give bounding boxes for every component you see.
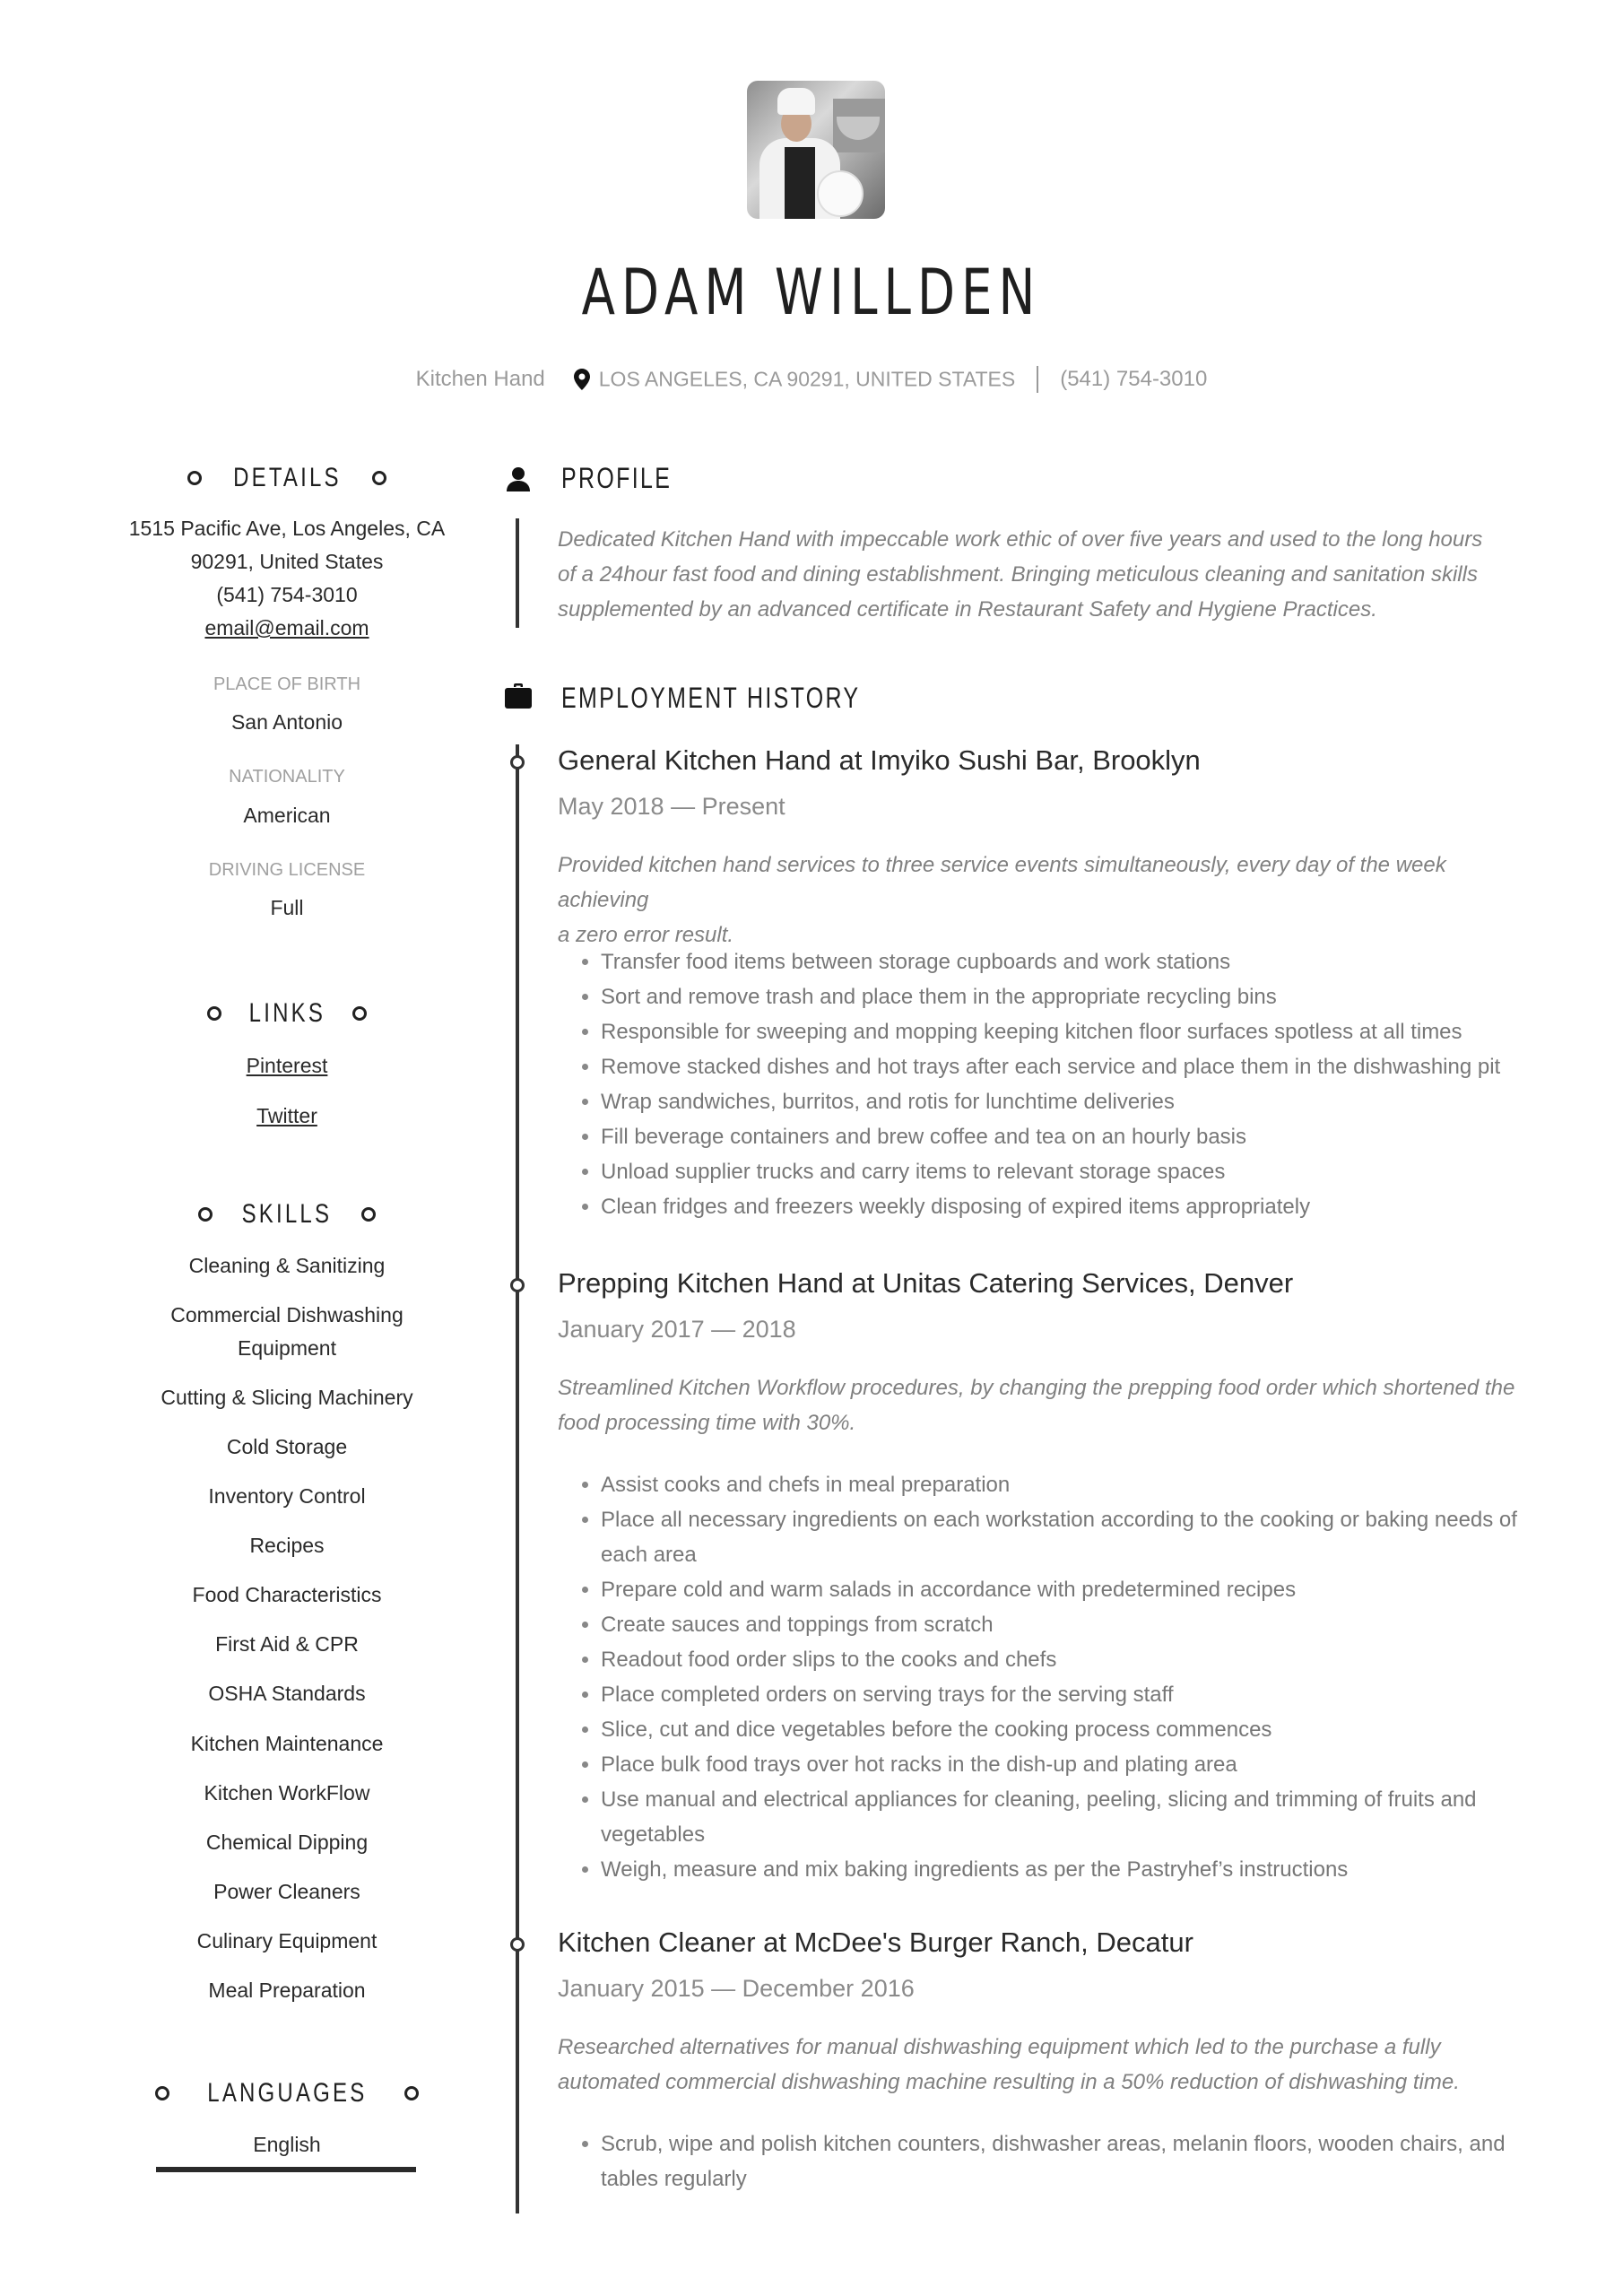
skill-item: Chemical Dipping: [205, 1831, 369, 1854]
photo-apron: [785, 147, 815, 219]
header-divider: [1037, 366, 1038, 393]
skill-item: Commercial Dishwashing: [170, 1303, 404, 1326]
skill-item: Cutting & Slicing Machinery: [161, 1386, 413, 1409]
skill-item: OSHA Standards: [208, 1682, 366, 1705]
skill-item: Inventory Control: [208, 1484, 366, 1508]
skill-item-continuation: Equipment: [238, 1336, 336, 1360]
timeline-node: [510, 1937, 525, 1952]
employment-timeline: [516, 744, 519, 2213]
email-link[interactable]: email@email.com: [204, 616, 369, 639]
nationality-label: NATIONALITY: [229, 767, 345, 787]
job-bullet: • Fill beverage containers and brew coffee and tea on an hourly basis: [601, 1119, 1542, 1154]
job-title: General Kitchen Hand at Imyiko Sushi Bar, Brooklyn: [558, 744, 1201, 776]
skill-item: Culinary Equipment: [196, 1929, 378, 1952]
photo-plate: [817, 170, 864, 217]
briefcase-icon: [505, 683, 532, 710]
details-heading: DETAILS: [108, 462, 466, 493]
job-description: [558, 848, 1517, 952]
job-description-line: Streamlined Kitchen Workflow procedures, by changing the prepping food order which shortened the: [558, 1376, 1515, 1400]
job-bullet: • Place bulk food trays over hot racks in the dish-up and plating area: [601, 1747, 1542, 1782]
timeline-node: [510, 755, 525, 770]
job-bullet: • Create sauces and toppings from scratch: [601, 1607, 1542, 1642]
skill-item: Power Cleaners: [213, 1880, 360, 1903]
ring-icon: [361, 1207, 376, 1222]
details-email-wrap: [108, 612, 466, 645]
employment-heading: EMPLOYMENT HISTORY: [561, 682, 861, 714]
job-bullet: • Place all necessary ingredients on each workstation according to the cooking or baking needs of each area: [601, 1502, 1542, 1572]
job-bullet: • Assist cooks and chefs in meal preparation: [601, 1467, 1542, 1502]
job-bullets: [574, 944, 1542, 1224]
job-title: Prepping Kitchen Hand at Unitas Catering Services, Denver: [558, 1267, 1294, 1299]
job-bullet: • Unload supplier trucks and carry items to relevant storage spaces: [601, 1154, 1542, 1189]
job-description-line: a zero error result.: [558, 923, 734, 947]
job-dates: January 2017 — 2018: [558, 1316, 796, 1343]
job-bullet: • Scrub, wipe and polish kitchen counters, dishwasher areas, melanin floors, wooden chairs, and tables regularly: [601, 2126, 1542, 2196]
profile-line: Dedicated Kitchen Hand with impeccable work ethic of over five years and used to the long hours: [558, 527, 1483, 552]
job-bullet: • Responsible for sweeping and mopping keeping kitchen floor surfaces spotless at all times: [601, 1014, 1542, 1049]
ring-icon: [352, 1006, 367, 1021]
header-phone: (541) 754-3010: [1060, 367, 1208, 391]
ring-icon: [155, 2086, 169, 2100]
ring-icon: [404, 2086, 419, 2100]
place-of-birth-label: PLACE OF BIRTH: [213, 674, 361, 694]
job-description-line: food processing time with 30%.: [558, 1411, 856, 1435]
job-description-line: automated commercial dishwashing machine resulting in a 50% reduction of dishwashing time.: [558, 2070, 1460, 2094]
profile-heading: PROFILE: [561, 462, 673, 494]
location-pin-icon: [574, 369, 590, 390]
job-bullet: • Slice, cut and dice vegetables before the cooking process commences: [601, 1712, 1542, 1747]
address-line-1: 1515 Pacific Ave, Los Angeles, CA: [128, 517, 446, 540]
skill-item: Recipes: [249, 1534, 325, 1557]
nationality-value: American: [243, 804, 331, 827]
address-line-2: 90291, United States: [190, 550, 384, 573]
job-bullets: [574, 2126, 1542, 2196]
twitter-link[interactable]: Twitter: [256, 1104, 317, 1127]
pinterest-link[interactable]: Pinterest: [246, 1054, 328, 1077]
header-subline: [0, 366, 1623, 393]
job-description: [558, 2030, 1517, 2100]
job-title: Kitchen Cleaner at McDee's Burger Ranch, Decatur: [558, 1926, 1193, 1958]
link-item-wrap: [108, 1100, 466, 1133]
job-dates: May 2018 — Present: [558, 793, 785, 820]
profile-photo: [747, 81, 885, 219]
job-bullet: • Remove stacked dishes and hot trays after each service and place them in the dishwashing pit: [601, 1049, 1542, 1084]
job-description-line: Researched alternatives for manual dishwashing equipment which led to the purchase a fully: [558, 2035, 1441, 2059]
job-bullet: • Wrap sandwiches, burritos, and rotis for lunchtime deliveries: [601, 1084, 1542, 1119]
link-item-wrap: [108, 1049, 466, 1083]
job-bullet: • Transfer food items between storage cupboards and work stations: [601, 944, 1542, 979]
skill-item: Cleaning & Sanitizing: [188, 1254, 386, 1277]
job-bullet: • Weigh, measure and mix baking ingredients as per the Pastryhef’s instructions: [601, 1852, 1542, 1887]
photo-chef-hat: [777, 88, 815, 115]
profile-summary: [558, 522, 1508, 627]
job-bullet: • Clean fridges and freezers weekly disposing of expired items appropriately: [601, 1189, 1542, 1224]
job-bullet: • Use manual and electrical appliances for cleaning, peeling, slicing and trimming of fruits and vegetables: [601, 1782, 1542, 1852]
candidate-name: ADAM WILLDEN: [581, 256, 1042, 329]
job-bullet: • Sort and remove trash and place them in the appropriate recycling bins: [601, 979, 1542, 1014]
timeline-node: [510, 1278, 525, 1292]
job-title: Kitchen Hand: [415, 367, 545, 391]
profile-accent-line: [516, 518, 519, 628]
place-of-birth-value: San Antonio: [230, 710, 343, 734]
job-description: [558, 1370, 1517, 1440]
profile-line: supplemented by an advanced certificate in Restaurant Safety and Hygiene Practices.: [558, 597, 1377, 622]
skill-item: Kitchen WorkFlow: [204, 1781, 370, 1805]
skill-item: Meal Preparation: [208, 1979, 366, 2002]
driving-license-label: DRIVING LICENSE: [208, 860, 366, 880]
links-heading: LINKS: [108, 997, 466, 1029]
job-bullet: • Place completed orders on serving trays for the serving staff: [601, 1677, 1542, 1712]
job-bullets: [574, 1467, 1542, 1887]
profile-line: of a 24hour fast food and dining establishment. Bringing meticulous cleaning and sanitation skills: [558, 562, 1478, 587]
job-description-line: Provided kitchen hand services to three service events simultaneously, every day of the week achieving: [558, 853, 1446, 912]
language-item: English: [253, 2133, 321, 2156]
skill-item: Food Characteristics: [192, 1583, 382, 1606]
skill-item: Cold Storage: [226, 1435, 348, 1458]
details-phone: (541) 754-3010: [216, 583, 358, 606]
skills-heading: SKILLS: [108, 1198, 466, 1230]
skill-item: First Aid & CPR: [215, 1632, 359, 1656]
job-bullet: • Prepare cold and warm salads in accordance with predetermined recipes: [601, 1572, 1542, 1607]
person-icon: [505, 466, 532, 493]
job-bullet: • Readout food order slips to the cooks and chefs: [601, 1642, 1542, 1677]
language-level-bar: [156, 2167, 416, 2172]
header-location: LOS ANGELES, CA 90291, UNITED STATES: [598, 367, 1016, 391]
job-dates: January 2015 — December 2016: [558, 1975, 915, 2002]
ring-icon: [187, 471, 202, 485]
ring-icon: [372, 471, 386, 485]
languages-heading: LANGUAGES: [108, 2077, 466, 2109]
driving-license-value: Full: [270, 896, 304, 919]
ring-icon: [207, 1006, 221, 1021]
skill-item: Kitchen Maintenance: [190, 1732, 384, 1755]
ring-icon: [198, 1207, 213, 1222]
